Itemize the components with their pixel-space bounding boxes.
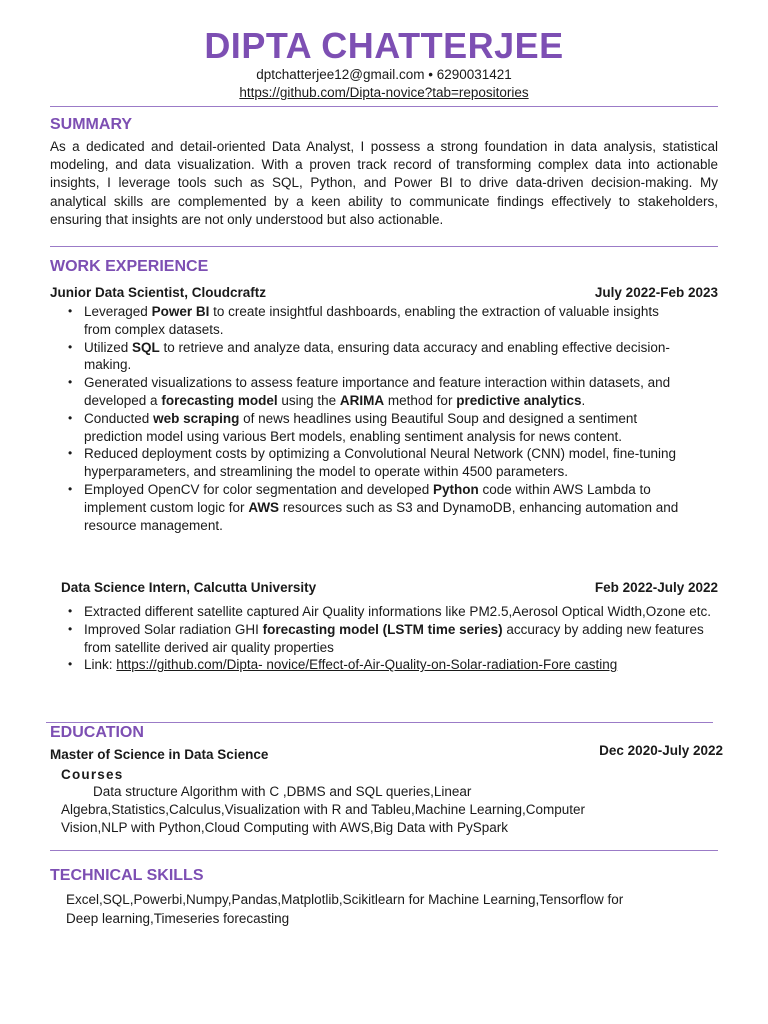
degree-title: Master of Science in Data Science [50, 747, 269, 762]
bold-term: web scraping [153, 410, 240, 426]
candidate-name: DIPTA CHATTERJEE [204, 25, 564, 66]
job-title: Data Science Intern, Calcutta University [61, 580, 317, 595]
bold-term: Power BI [151, 304, 210, 319]
degree-dates: Dec 2020-July 2022 [599, 743, 723, 758]
job-bullets [84, 303, 684, 534]
summary-heading: SUMMARY [50, 116, 133, 133]
work-experience-heading: WORK EXPERIENCE [50, 258, 209, 275]
bold-term: forecasting model (LSTM time series) [262, 621, 503, 637]
header-divider [50, 106, 718, 107]
summary-divider [50, 246, 718, 247]
courses-label: Courses [61, 767, 124, 782]
job-dates: July 2022-Feb 2023 [594, 285, 718, 300]
bullet-item: • Employed OpenCV for color segmentation and developed Python code within AWS Lambda to implement custom logic for AWS resources such as S3 and DynamoDB, enhancing automation and resource management. [84, 481, 684, 534]
job-bullets [84, 603, 724, 674]
bullet-item: • Conducted web scraping of news headlines using Beautiful Soup and designed a sentiment prediction model using various Bert models, enabling sentiment analysis for news content. [84, 410, 684, 446]
bullet-item: • Leveraged Power BI to create insightful dashboards, enabling the extraction of valuable insights from complex datasets. [84, 303, 684, 339]
skills-line: Deep learning,Timeseries forecasting [66, 911, 290, 926]
github-link[interactable]: https://github.com/Dipta-novice?tab=repositories [239, 85, 529, 100]
bullet-item: • Utilized SQL to retrieve and analyze data, ensuring data accuracy and enabling effective decision-making. [84, 339, 684, 375]
summary-text: As a dedicated and detail-oriented Data Analyst, I possess a strong foundation in data analysis, statistical modeling, and data visualization. With a proven track record of transforming complex data into actionable insights, I leverage tools such as SQL, Python, and Power BI to drive data-driven decision-making. My analytical skills are complemented by a keen ability to communicate findings effectively to stakeholders, ensuring that insights are not only understood but also actionable. [50, 139, 718, 227]
courses-line: Vision,NLP with Python,Cloud Computing with AWS,Big Data with PySpark [61, 820, 508, 835]
technical-skills-heading: TECHNICAL SKILLS [50, 867, 204, 884]
work-divider [46, 722, 713, 723]
contact-block [0, 66, 768, 102]
skills-line: Excel,SQL,Powerbi,Numpy,Pandas,Matplotlib,Scikitlearn for Machine Learning,Tensorflow for [66, 892, 624, 907]
bullet-item: • Generated visualizations to assess feature importance and feature interaction within datasets, and developed a forecasting model using the ARIMA method for predictive analytics. [84, 374, 684, 410]
email-phone: dptchatterjee12@gmail.com • 6290031421 [256, 67, 512, 82]
job-dates: Feb 2022-July 2022 [594, 580, 718, 595]
courses-line: Algebra,Statistics,Calculus,Visualization with R and Tableu,Machine Learning,Computer [61, 802, 586, 817]
education-heading: EDUCATION [50, 724, 144, 741]
bullet-item: • Extracted different satellite captured Air Quality informations like PM2.5,Aerosol Optical Width,Ozone etc. [84, 603, 724, 621]
bold-term: AWS [248, 499, 280, 515]
bullet-item: • Reduced deployment costs by optimizing a Convolutional Neural Network (CNN) model, fine-tuning hyperparameters, and streamlining the model to operate within 4500 parameters. [84, 445, 684, 481]
bullet-item: • Improved Solar radiation GHI forecasting model (LSTM time series) accuracy by adding new features from satellite derived air quality properties [84, 621, 724, 657]
job-title: Junior Data Scientist, Cloudcraftz [50, 285, 267, 300]
project-link[interactable]: https://github.com/Dipta- novice/Effect-of-Air-Quality-on-Solar-radiation-Fore casting [116, 657, 618, 673]
bold-term: predictive analytics [456, 392, 582, 408]
bold-term: SQL [132, 339, 160, 355]
bold-term: Python [432, 481, 479, 497]
education-divider [50, 850, 718, 851]
bold-term: ARIMA [339, 392, 385, 408]
bullet-item: • Link: https://github.com/Dipta- novice/Effect-of-Air-Quality-on-Solar-radiation-Fore casting [84, 656, 724, 674]
courses-line: Data structure Algorithm with C ,DBMS and SQL queries,Linear [93, 784, 472, 799]
bold-term: forecasting model [161, 392, 278, 408]
